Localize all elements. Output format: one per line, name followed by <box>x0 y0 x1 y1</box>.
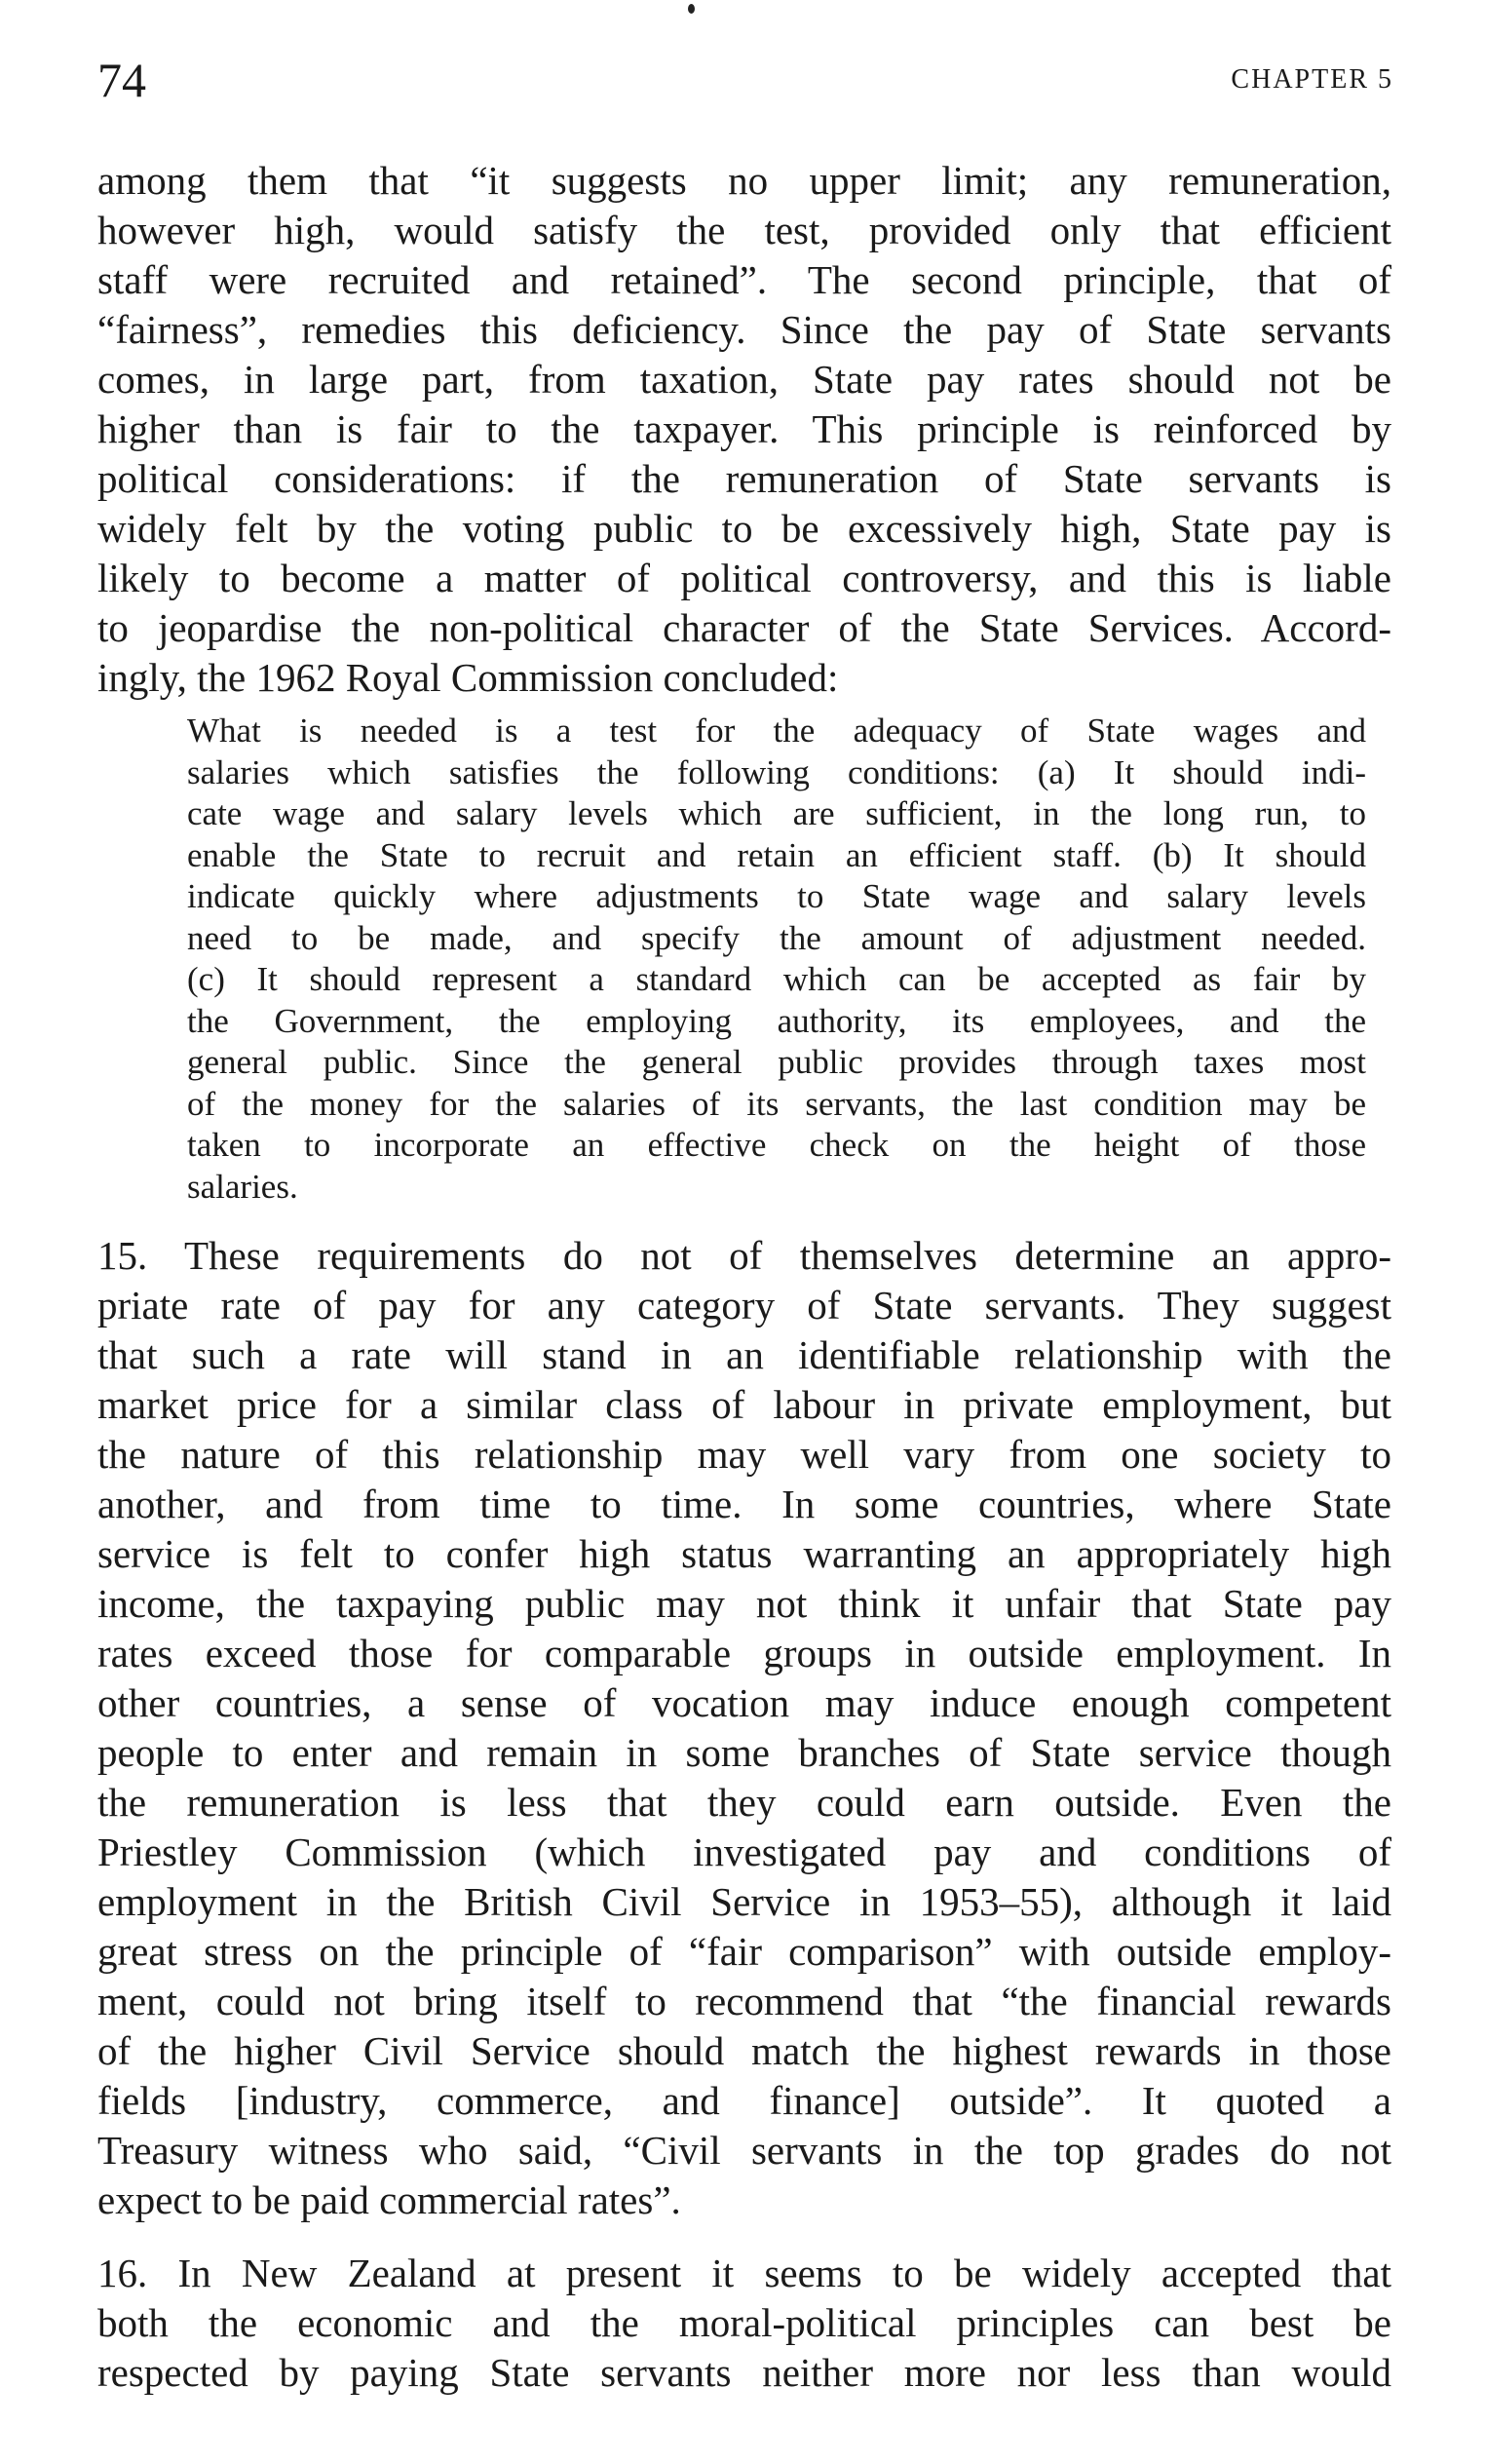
quote-line: of the money for the salaries of its servants, the last condition may be <box>187 1084 1366 1123</box>
paragraph-gap <box>97 2225 1391 2249</box>
quote-line: taken to incorporate an effective check on the height of those <box>187 1126 1366 1164</box>
body-text <box>97 156 1391 2398</box>
page-number: 74 <box>97 53 146 107</box>
text-line: likely to become a matter of political controversy, and this is liable <box>97 556 1391 600</box>
text-line: of the higher Civil Service should match the highest rewards in those <box>97 2028 1391 2073</box>
text-line: people to enter and remain in some branches of State service though <box>97 1730 1391 1775</box>
text-line: political considerations: if the remuneration of State servants is <box>97 456 1391 501</box>
quote-line: salaries which satisfies the following conditions: (a) It should indi- <box>187 752 1366 791</box>
paragraph-15 <box>97 1231 1391 2225</box>
text-line: employment in the British Civil Service in 1953–55), although it laid <box>97 1879 1391 1924</box>
quote-line: enable the State to recruit and retain an efficient staff. (b) It should <box>187 835 1366 874</box>
quote-line: indicate quickly where adjustments to State wage and salary levels <box>187 877 1366 915</box>
text-line: ingly, the 1962 Royal Commission concluded: <box>97 655 839 700</box>
quote-line: salaries. <box>187 1167 298 1206</box>
text-line: rates exceed those for comparable groups in outside employment. In <box>97 1631 1391 1675</box>
text-line: both the economic and the moral-political principles can best be <box>97 2300 1391 2345</box>
text-line: ment, could not bring itself to recommend that “the financial rewards <box>97 1979 1391 2023</box>
text-line: however high, would satisfy the test, provided only that efficient <box>97 208 1391 252</box>
paragraph-gap <box>97 1208 1391 1231</box>
quote-line: cate wage and salary levels which are sufficient, in the long run, to <box>187 794 1366 832</box>
text-line: other countries, a sense of vocation may induce enough competent <box>97 1680 1391 1725</box>
quote-line: the Government, the employing authority, its employees, and the <box>187 1001 1366 1040</box>
text-line: widely felt by the voting public to be excessively high, State pay is <box>97 506 1391 551</box>
page-header <box>97 51 1393 109</box>
text-line: respected by paying State servants neither more nor less than would <box>97 2350 1391 2395</box>
quote-line: general public. Since the general public provides through taxes most <box>187 1043 1366 1081</box>
quote-line: What is needed is a test for the adequacy of State wages and <box>187 712 1366 750</box>
text-line: great stress on the principle of “fair comparison” with outside employ- <box>97 1929 1391 1974</box>
text-line: another, and from time to time. In some countries, where State <box>97 1482 1391 1526</box>
text-line: expect to be paid commercial rates”. <box>97 2177 681 2222</box>
text-line: fields [industry, commerce, and finance] outside”. It quoted a <box>97 2078 1391 2123</box>
text-line: 15. These requirements do not of themselves determine an appro- <box>97 1233 1391 1278</box>
text-line: that such a rate will stand in an identifiable relationship with the <box>97 1332 1391 1377</box>
text-line: market price for a similar class of labour in private employment, but <box>97 1382 1391 1427</box>
text-line: to jeopardise the non-political character of the State Services. Accord- <box>97 605 1391 650</box>
paragraph-16 <box>97 2249 1391 2398</box>
text-line: service is felt to confer high status warranting an appropriately high <box>97 1531 1391 1576</box>
block-quote <box>187 711 1366 1208</box>
print-speck <box>688 4 695 14</box>
text-line: “fairness”, remedies this deficiency. Since the pay of State servants <box>97 307 1391 352</box>
running-head: CHAPTER 5 <box>1231 64 1393 95</box>
quote-line: need to be made, and specify the amount of adjustment needed. <box>187 918 1366 957</box>
text-line: the nature of this relationship may well vary from one society to <box>97 1432 1391 1477</box>
quote-line: (c) It should represent a standard which can be accepted as fair by <box>187 960 1366 998</box>
text-line: income, the taxpaying public may not think it unfair that State pay <box>97 1581 1391 1626</box>
paragraph-continued <box>97 156 1391 703</box>
text-line: comes, in large part, from taxation, State pay rates should not be <box>97 357 1391 402</box>
text-line: staff were recruited and retained”. The second principle, that of <box>97 257 1391 302</box>
text-line: the remuneration is less that they could earn outside. Even the <box>97 1780 1391 1825</box>
text-line: priate rate of pay for any category of State servants. They suggest <box>97 1283 1391 1328</box>
text-line: among them that “it suggests no upper limit; any remuneration, <box>97 158 1391 203</box>
text-line: 16. In New Zealand at present it seems to be widely accepted that <box>97 2251 1391 2295</box>
text-line: Treasury witness who said, “Civil servants in the top grades do not <box>97 2128 1391 2173</box>
text-line: higher than is fair to the taxpayer. This principle is reinforced by <box>97 406 1391 451</box>
text-line: Priestley Commission (which investigated pay and conditions of <box>97 1829 1391 1874</box>
